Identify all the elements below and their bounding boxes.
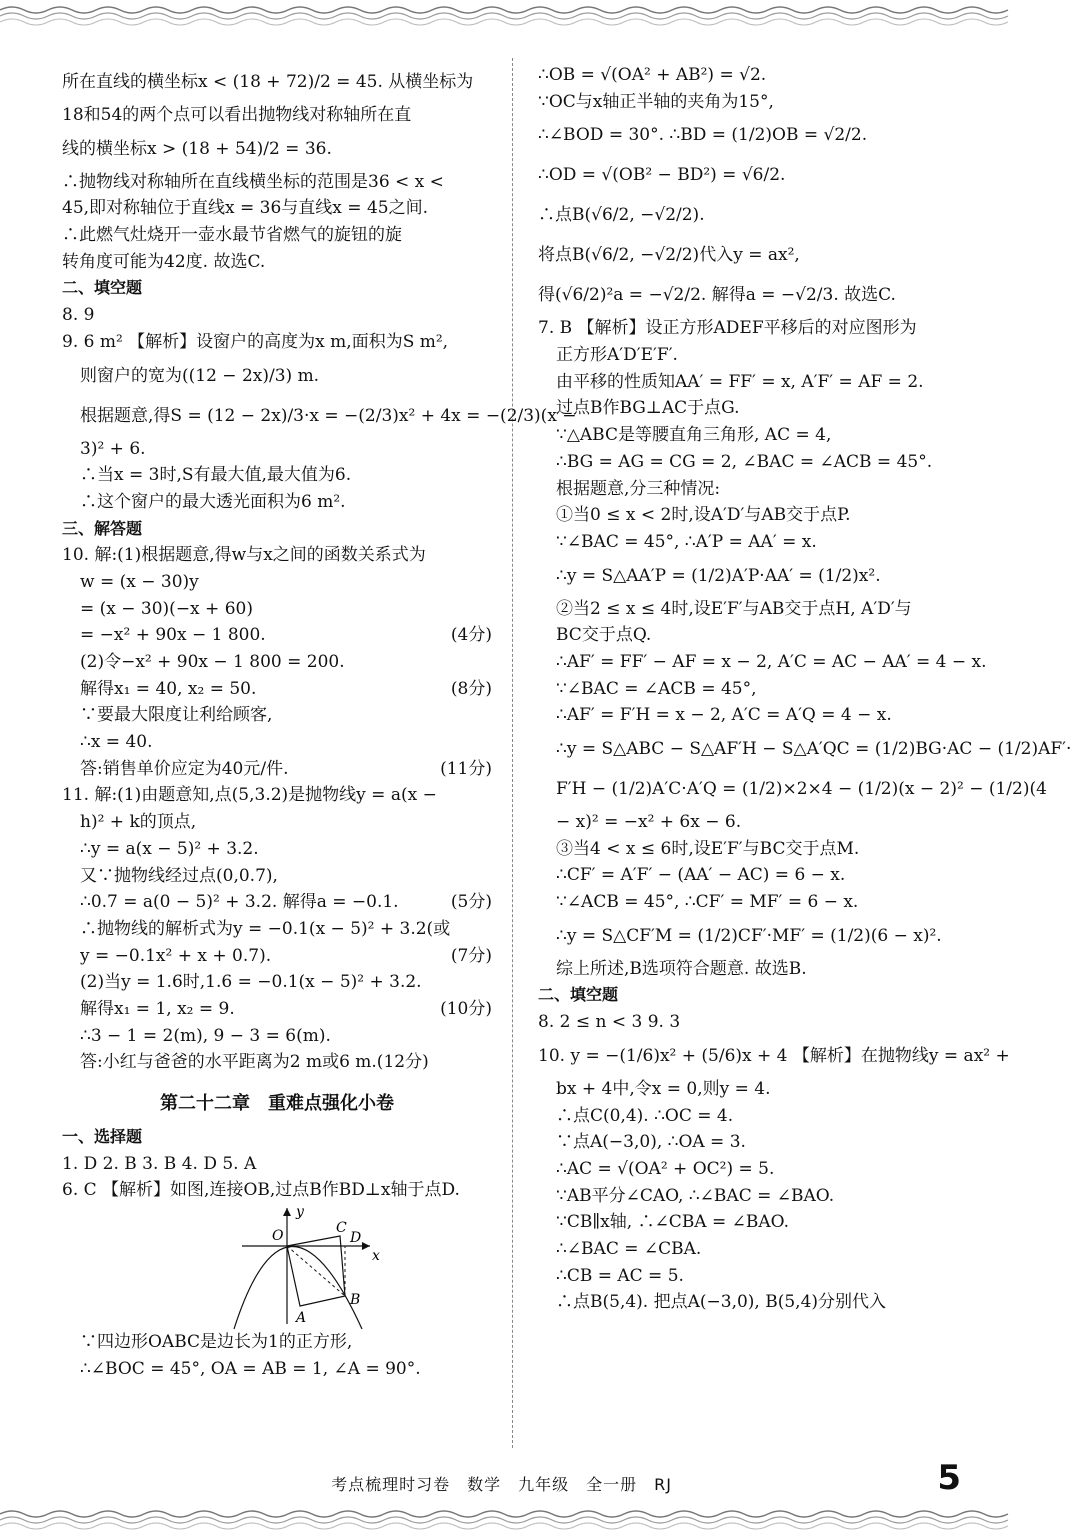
text-line <box>538 649 987 676</box>
line-text: 10. y = −(1/6)x² + (5/6)x + 4 【解析】在抛物线y = ax² + <box>538 1045 1010 1066</box>
text-line <box>538 1209 968 1236</box>
text-line <box>538 1156 968 1183</box>
line-text: 8. 2 ≤ n < 3 9. 3 <box>538 1012 681 1033</box>
text-line <box>538 769 1047 809</box>
text-line <box>538 155 968 195</box>
line-text: ∵要最大限度让利给顾客, <box>80 705 273 726</box>
left-lines-3 <box>62 1329 492 1382</box>
text-line <box>62 676 492 703</box>
text-line <box>62 222 492 249</box>
line-text: ∴AF′ = F′H = x − 2, A′C = A′Q = 4 − x. <box>556 705 892 726</box>
text-line <box>538 62 968 89</box>
line-text: 正方形A′D′E′F′. <box>556 345 678 366</box>
line-text: ∵四边形OABC是边长为1的正方形, <box>80 1332 353 1353</box>
text-line <box>538 916 968 956</box>
line-text: 3)² + 6. <box>80 438 146 459</box>
text-line <box>62 729 492 756</box>
line-text: F′H − (1/2)A′C·A′Q = (1/2)×2×4 − (1/2)(x − 2)² − (1/2)(4 <box>556 779 1047 799</box>
text-line <box>62 996 492 1023</box>
text-line <box>62 195 492 222</box>
text-line <box>62 702 492 729</box>
square-parabola-diagram <box>222 1204 382 1329</box>
score-label: (8分) <box>450 678 492 699</box>
line-text: ∵点A(−3,0), ∴OA = 3. <box>556 1132 746 1153</box>
text-line <box>538 529 968 556</box>
line-text: 10. 解:(1)根据题意,得w与x之间的函数关系式为 <box>62 545 426 566</box>
line-text: y = −0.1x² + x + 0.7). <box>80 945 272 966</box>
left-lines <box>62 62 577 1076</box>
text-line <box>62 1356 492 1383</box>
text-line <box>62 169 492 196</box>
line-text: 将点B(√6/2, −√2/2)代入y = ax², <box>538 245 800 266</box>
line-text: = (x − 30)(−x + 60) <box>80 598 253 619</box>
text-line <box>62 1049 492 1076</box>
text-line <box>62 62 492 102</box>
geometry-figure <box>62 1204 492 1329</box>
line-text: ∴OD = √(OB² − BD²) = √6/2. <box>538 165 786 186</box>
text-line <box>538 476 968 503</box>
text-line <box>538 556 968 596</box>
text-line <box>62 969 492 996</box>
text-line <box>538 676 968 703</box>
label-d: D <box>350 1230 362 1247</box>
line-text: 过点B作BG⊥AC于点G. <box>556 398 740 419</box>
line-text: 11. 解:(1)由题意知,点(5,3.2)是抛物线y = a(x − <box>62 785 437 806</box>
text-line <box>538 315 968 342</box>
line-text: ∴BG = AG = CG = 2, ∠BAC = ∠ACB = 45°. <box>556 451 933 472</box>
line-text: (2)令−x² + 90x − 1 800 = 200. <box>80 652 345 672</box>
line-text: 线的横坐标x > (18 + 54)/2 = 36. <box>62 138 332 159</box>
line-text: 二、填空题 <box>62 278 143 298</box>
line-text: BC交于点Q. <box>556 625 652 646</box>
line-text: 解得x₁ = 40, x₂ = 50. <box>80 678 257 699</box>
line-text: ∴3 − 1 = 2(m), 9 − 3 = 6(m). <box>80 1025 331 1046</box>
label-y: y <box>296 1204 304 1221</box>
text-line <box>538 369 968 396</box>
text-line <box>62 396 577 436</box>
text-line <box>62 329 492 356</box>
text-line <box>538 1076 968 1103</box>
line-text: = −x² + 90x − 1 800. <box>80 625 266 646</box>
text-line <box>62 596 492 623</box>
text-line <box>62 863 492 890</box>
y-axis-arrow <box>283 1208 291 1216</box>
line-text: 所在直线的横坐标x < (18 + 72)/2 = 45. 从横坐标为 <box>62 72 474 92</box>
text-line <box>62 102 492 129</box>
line-text: ∴∠BAC = ∠CBA. <box>556 1238 702 1259</box>
text-line <box>538 956 968 983</box>
section-heading <box>62 516 492 543</box>
line-text: 得(√6/2)²a = −√2/2. 解得a = −√2/3. 故选C. <box>538 285 896 306</box>
page-footer: 考点梳理时习卷 数学 九年级 全一册 RJ <box>331 1475 672 1494</box>
text-line <box>538 275 968 315</box>
score-label: (11分) <box>440 758 492 779</box>
text-line <box>538 1036 1010 1076</box>
line-text: ∵OC与x轴正半轴的夹角为15°, <box>538 91 774 112</box>
text-line <box>62 836 492 863</box>
label-x: x <box>372 1248 380 1265</box>
text-line <box>538 115 968 155</box>
line-text: ∴x = 40. <box>80 732 153 753</box>
line-text: ∴CF′ = A′F′ − (AA′ − AC) = 6 − x. <box>556 865 846 886</box>
chapter-title: 第二十二章 重难点强化小卷 <box>160 1093 394 1114</box>
line-text: ∴抛物线的解析式为y = −0.1(x − 5)² + 3.2(或 <box>80 918 451 939</box>
text-line <box>538 1103 968 1130</box>
line-text: 45,即对称轴位于直线x = 36与直线x = 45之间. <box>62 198 428 219</box>
line-text: w = (x − 30)y <box>80 571 199 592</box>
line-text: ∴AF′ = FF′ − AF = x − 2, A′C = AC − AA′ = 4 − x. <box>556 651 987 672</box>
x-axis-arrow <box>362 1242 370 1250</box>
text-line <box>62 889 492 916</box>
text-line <box>538 89 968 116</box>
text-line <box>538 235 968 275</box>
left-column <box>62 62 577 1382</box>
text-line <box>62 622 492 649</box>
text-line <box>62 916 492 943</box>
text-line <box>62 129 492 169</box>
text-line <box>62 436 492 463</box>
text-line <box>62 249 492 276</box>
text-line <box>62 356 492 396</box>
line-text: − x)² = −x² + 6x − 6. <box>556 812 742 832</box>
text-line <box>538 1129 968 1156</box>
text-line <box>62 1151 492 1178</box>
line-text: ∵∠BAC = ∠ACB = 45°, <box>556 678 757 699</box>
text-line <box>538 449 968 476</box>
line-text: ∴∠BOD = 30°. ∴BD = (1/2)OB = √2/2. <box>538 125 868 146</box>
line-text: 8. 9 <box>62 305 95 326</box>
text-line <box>62 1177 492 1204</box>
text-line <box>538 889 968 916</box>
text-line <box>62 462 492 489</box>
text-line <box>538 1263 968 1290</box>
text-line <box>538 395 968 422</box>
left-lines-2 <box>62 1124 492 1204</box>
line-text: ∴y = S△AA′P = (1/2)A′P·AA′ = (1/2)x². <box>556 565 881 586</box>
line-text: ∵∠BAC = 45°, ∴A′P = AA′ = x. <box>556 531 817 552</box>
score-label: (7分) <box>450 945 492 966</box>
label-b: B <box>350 1292 361 1309</box>
line-text: ∴抛物线对称轴所在直线横坐标的范围是36 < x < <box>62 171 444 192</box>
section-heading <box>538 982 968 1009</box>
right-column <box>538 62 1071 1316</box>
line-text: 二、填空题 <box>538 985 619 1005</box>
line-text: 转角度可能为42度. 故选C. <box>62 251 266 272</box>
label-a: A <box>296 1310 307 1327</box>
top-wave-border <box>0 0 1003 30</box>
line-text: ∴OB = √(OA² + AB²) = √2. <box>538 65 767 85</box>
line-text: ∴AC = √(OA² + OC²) = 5. <box>556 1158 775 1179</box>
line-text: ∵△ABC是等腰直角三角形, AC = 4, <box>556 425 832 446</box>
section-heading <box>62 1124 492 1151</box>
right-lines <box>538 62 1071 1316</box>
line-text: ∵AB平分∠CAO, ∴∠BAC = ∠BAO. <box>556 1185 835 1206</box>
line-text: ∴点B(√6/2, −√2/2). <box>538 205 705 226</box>
text-line <box>538 1009 968 1036</box>
line-text: ∴此燃气灶烧开一壶水最节省燃气的旋钮的旋 <box>62 225 402 246</box>
line-text: ∴y = S△ABC − S△AF′H − S△A′QC = (1/2)BG·AC − (1/2)AF′· <box>556 739 1071 759</box>
label-c: C <box>336 1220 347 1237</box>
bottom-wave-border <box>0 1506 1003 1536</box>
line-text: ∴CB = AC = 5. <box>556 1265 684 1286</box>
text-line <box>538 502 968 529</box>
line-text: 又∵抛物线经过点(0,0.7), <box>80 865 278 886</box>
line-text: 三、解答题 <box>62 518 143 538</box>
text-line <box>62 809 492 836</box>
label-o: O <box>272 1228 284 1245</box>
text-line <box>538 862 968 889</box>
line-text: 答:销售单价应定为40元/件. <box>80 758 289 779</box>
text-line <box>538 1289 968 1316</box>
section-heading <box>62 275 492 302</box>
text-line <box>538 596 968 623</box>
line-text: 由平移的性质知AA′ = FF′ = x, A′F′ = AF = 2. <box>556 371 924 392</box>
text-line <box>62 569 492 596</box>
line-text: 则窗户的宽为((12 − 2x)/3) m. <box>80 365 320 386</box>
line-text: 根据题意,分三种情况: <box>556 478 721 499</box>
text-line <box>538 729 1071 769</box>
text-line <box>62 782 492 809</box>
line-text: 1. D 2. B 3. B 4. D 5. A <box>62 1153 257 1174</box>
line-text: 7. B 【解析】设正方形ADEF平移后的对应图形为 <box>538 318 917 339</box>
line-text: 一、选择题 <box>62 1127 143 1146</box>
line-text: ∵∠ACB = 45°, ∴CF′ = MF′ = 6 − x. <box>556 892 859 913</box>
score-label: (5分) <box>450 892 492 913</box>
line-text: ①当0 ≤ x < 2时,设A′D′与AB交于点P. <box>556 505 851 526</box>
text-line <box>538 1236 968 1263</box>
line-text: 综上所述,B选项符合题意. 故选B. <box>556 958 807 979</box>
text-line <box>538 702 968 729</box>
text-line <box>62 649 492 676</box>
text-line <box>538 1183 968 1210</box>
text-line <box>62 302 492 329</box>
line-text: (2)当y = 1.6时,1.6 = −0.1(x − 5)² + 3.2. <box>80 972 422 993</box>
line-text: 根据题意,得S = (12 − 2x)/3·x = −(2/3)x² + 4x = −(2/3)(x − <box>80 405 577 426</box>
line-text: ∴这个窗户的最大透光面积为6 m². <box>80 491 346 512</box>
line-text: ∴y = S△CF′M = (1/2)CF′·MF′ = (1/2)(6 − x)². <box>556 925 942 946</box>
text-line <box>538 809 968 836</box>
line-text: h)² + k的顶点, <box>80 812 197 833</box>
line-text: ∴点C(0,4). ∴OC = 4. <box>556 1105 734 1126</box>
line-text: 9. 6 m² 【解析】设窗户的高度为x m,面积为S m², <box>62 331 449 352</box>
text-line <box>62 1329 492 1356</box>
line-text: 6. C 【解析】如图,连接OB,过点B作BD⊥x轴于点D. <box>62 1180 460 1201</box>
line-text: ∴y = a(x − 5)² + 3.2. <box>80 838 259 859</box>
text-line <box>538 195 968 235</box>
line-text: 答:小红与爸爸的水平距离为2 m或6 m.(12分) <box>80 1052 429 1073</box>
line-text: ∴0.7 = a(0 − 5)² + 3.2. 解得a = −0.1. <box>80 892 399 913</box>
column-divider <box>512 58 513 1448</box>
text-line <box>538 836 968 863</box>
text-line <box>538 342 968 369</box>
text-line <box>62 1023 492 1050</box>
line-text: 18和54的两个点可以看出抛物线对称轴所在直 <box>62 105 412 125</box>
line-text: bx + 4中,令x = 0,则y = 4. <box>556 1078 771 1099</box>
line-text: ∵CB∥x轴, ∴∠CBA = ∠BAO. <box>556 1212 789 1233</box>
line-text: ∴∠BOC = 45°, OA = AB = 1, ∠A = 90°. <box>80 1358 421 1379</box>
line-text: ③当4 < x ≤ 6时,设E′F′与BC交于点M. <box>556 838 860 859</box>
score-label: (4分) <box>450 625 492 646</box>
score-label: (10分) <box>440 998 492 1019</box>
text-line <box>62 489 492 516</box>
text-line <box>538 622 968 649</box>
text-line <box>62 943 492 970</box>
page-number: 5 <box>937 1458 961 1498</box>
line-text: 解得x₁ = 1, x₂ = 9. <box>80 998 235 1019</box>
line-text: ∴当x = 3时,S有最大值,最大值为6. <box>80 465 352 486</box>
text-line <box>62 756 492 783</box>
text-line <box>62 542 492 569</box>
line-text: ②当2 ≤ x ≤ 4时,设E′F′与AB交于点H, A′D′与 <box>556 598 912 619</box>
text-line <box>538 422 968 449</box>
line-text: ∴点B(5,4). 把点A(−3,0), B(5,4)分别代入 <box>556 1292 887 1313</box>
